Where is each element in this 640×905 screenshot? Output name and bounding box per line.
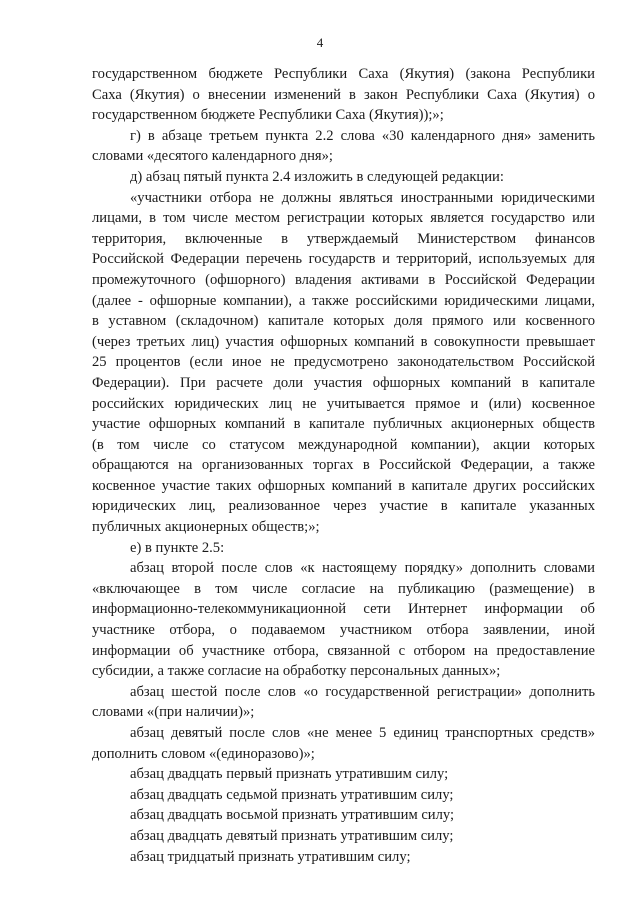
- text-line: (в том числе со статусом международной компании), акции которых: [92, 436, 595, 453]
- text-line: Российской Федерации перечень государств и территорий, используемых для: [92, 251, 595, 268]
- text-line: обращаются на организованных торгах в Российской Федерации, а также: [92, 457, 595, 474]
- text-line: абзац шестой после слов «о государственной регистрации» дополнить: [130, 683, 595, 700]
- text-line: Федерации). При расчете доли участия офшорных компаний в капитале: [92, 374, 595, 391]
- text-line: юридических лиц, реализованное через участие в капитале указанных: [92, 498, 595, 515]
- text-line: «участники отбора не должны являться иностранными юридическими: [130, 189, 595, 206]
- text-line: территория, включенные в утверждаемый Министерством финансов: [92, 230, 595, 247]
- text-line: субсидии, а также согласие на обработку персональных данных»;: [92, 663, 501, 680]
- text-line: в уставном (складочном) капитале которых доля прямого или косвенного: [92, 313, 595, 330]
- text-line: публичных акционерных обществ;»;: [92, 519, 320, 536]
- text-line: абзац двадцать девятый признать утратившим силу;: [130, 827, 454, 844]
- page-number: 4: [316, 35, 324, 50]
- text-line: участие офшорных компаний в капитале публичных акционерных обществ: [92, 416, 595, 433]
- text-line: информации об участнике отбора, связанной с отбором на предоставление: [92, 642, 595, 659]
- text-line: абзац двадцать восьмой признать утратившим силу;: [130, 807, 455, 824]
- text-line: государственном бюджете Республики Саха (Якутия) (закона Республики: [92, 66, 595, 82]
- text-line: лицами, в том числе местом регистрации которых является государство или: [92, 210, 595, 227]
- text-line: абзац второй после слов «к настоящему порядку» дополнить словами: [130, 560, 595, 577]
- text-line: российских юридических лиц не учитывается прямое и (или) косвенное: [92, 395, 595, 412]
- text-line: абзац двадцать первый признать утратившим силу;: [130, 766, 449, 783]
- document-body: [92, 64, 595, 867]
- text-line: «включающее в том числе согласие на публикацию (размещение) в: [92, 580, 595, 597]
- text-line: словами «(при наличии)»;: [92, 704, 255, 721]
- text-line: государственном бюджете Республики Саха (Якутия));»;: [92, 107, 444, 124]
- text-line: участнике отбора, о подаваемом участником отбора заявлении, иной: [92, 622, 595, 639]
- text-line: (через третьих лиц) участия офшорных компаний в совокупности превышает: [92, 333, 595, 350]
- text-line: промежуточного (офшорного) владения активами в Российской Федерации: [92, 271, 595, 288]
- text-line: абзац тридцатый признать утратившим силу;: [130, 848, 411, 865]
- text-line: (далее - офшорные компании), а также российскими юридическими лицами,: [92, 292, 595, 309]
- text-line: г) в абзаце третьем пункта 2.2 слова «30 календарного дня» заменить: [130, 127, 595, 144]
- text-line: д) абзац пятый пункта 2.4 изложить в следующей редакции:: [130, 168, 504, 185]
- text-line: словами «десятого календарного дня»;: [92, 148, 333, 165]
- text-line: Саха (Якутия) о внесении изменений в закон Республики Саха (Якутия) о: [92, 86, 595, 103]
- text-line: абзац двадцать седьмой признать утратившим силу;: [130, 786, 454, 803]
- text-line: 25 процентов (если иное не предусмотрено законодательством Российской: [92, 354, 595, 371]
- text-line: е) в пункте 2.5:: [130, 539, 225, 556]
- text-line: дополнить словом «(единоразово)»;: [92, 745, 315, 762]
- text-line: информационно-телекоммуникационной сети Интернет информации об: [92, 601, 595, 618]
- text-line: косвенное участие таких офшорных компаний в капитале других российских: [92, 477, 595, 494]
- text-line: абзац девятый после слов «не менее 5 единиц транспортных средств»: [130, 725, 595, 741]
